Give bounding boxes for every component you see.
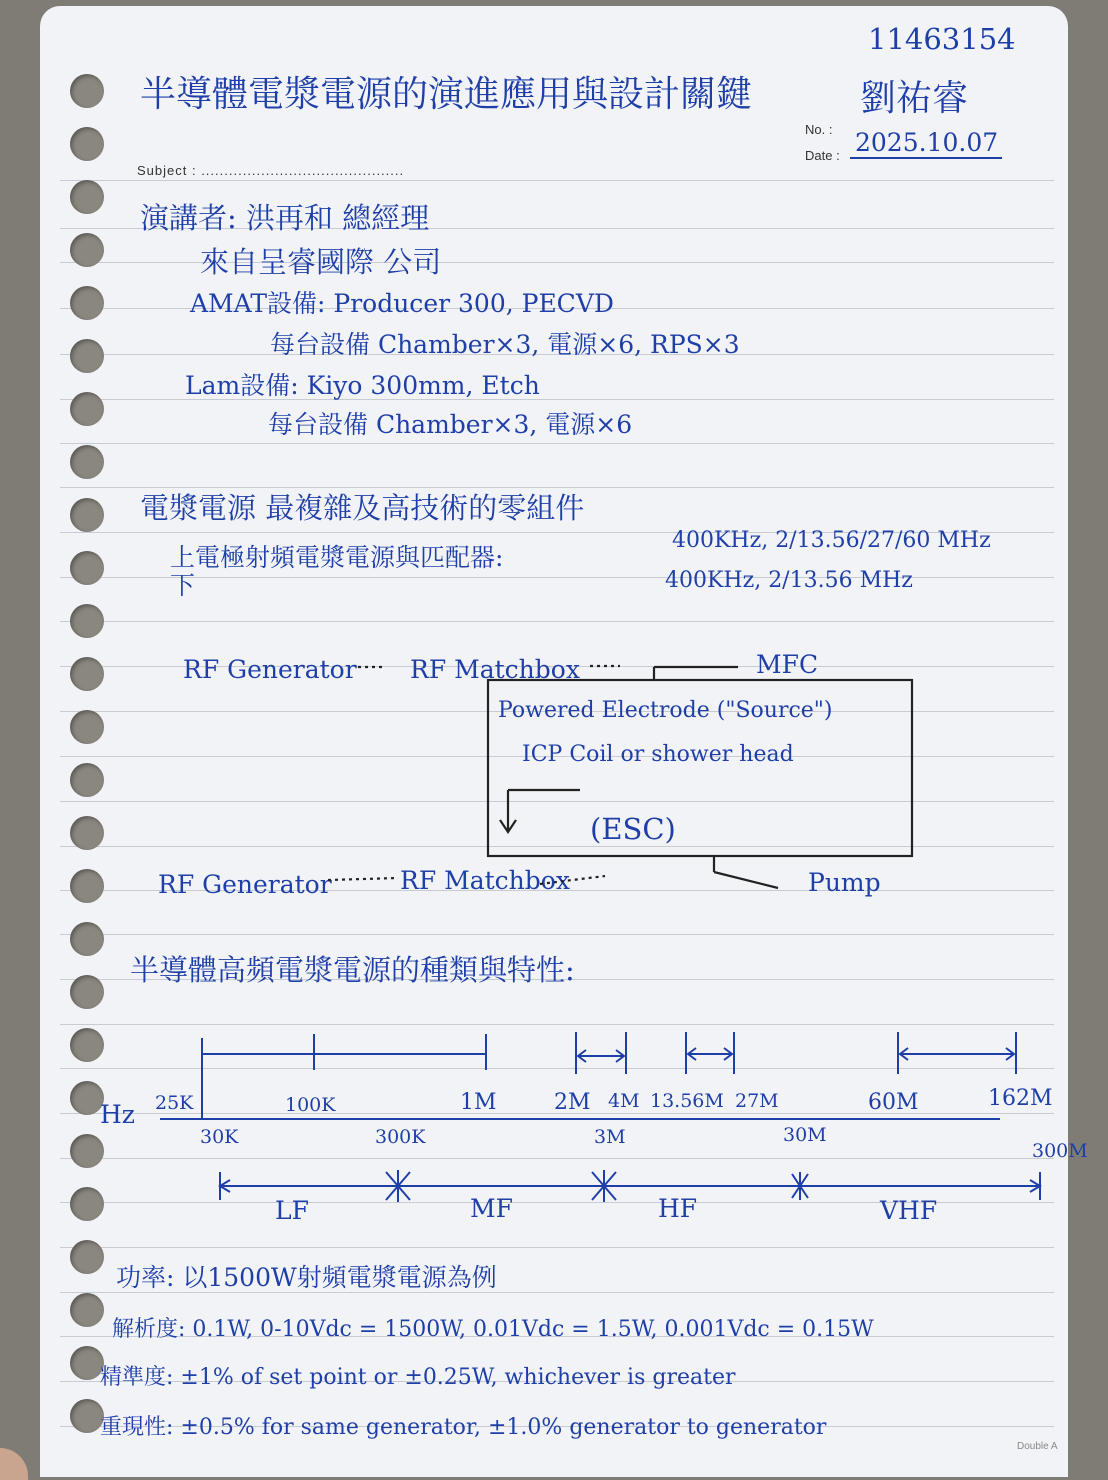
tick-label: 60M (868, 1090, 919, 1115)
accuracy-spec: 精準度: ±1% of set point or ±0.25W, whichever is greater (100, 1365, 736, 1390)
hz-unit: Hz (100, 1100, 135, 1129)
power-spec: 功率: 以1500W射頻電漿電源為例 (116, 1263, 497, 1292)
tick-label: 25K (155, 1092, 194, 1114)
rf-matchbox-bottom: RF Matchbox (400, 866, 570, 895)
tick-label: 162M (988, 1086, 1053, 1111)
punch-hole (70, 869, 104, 903)
punch-hole (70, 286, 104, 320)
powered-electrode-label: Powered Electrode ("Source") (498, 698, 833, 723)
punch-hole (70, 1187, 104, 1221)
punch-hole (70, 498, 104, 532)
punch-hole (70, 127, 104, 161)
punch-hole (70, 1134, 104, 1168)
punch-hole (70, 1293, 104, 1327)
punch-hole (70, 710, 104, 744)
amat-equipment: AMAT設備: Producer 300, PECVD (190, 289, 614, 318)
lam-detail: 每台設備 Chamber×3, 電源×6 (268, 410, 633, 439)
mfc-label: MFC (756, 650, 819, 679)
rf-matchbox-top: RF Matchbox (410, 655, 580, 684)
upper-electrode-value: 400KHz, 2/13.56/27/60 MHz (672, 528, 991, 553)
tick-label: 3M (594, 1126, 626, 1148)
lower-electrode-value: 400KHz, 2/13.56 MHz (665, 568, 913, 593)
band-label-lf: LF (275, 1196, 309, 1225)
freq-heading: 半導體高頻電漿電源的種類與特性: (130, 953, 575, 987)
student-id: 11463154 (868, 22, 1016, 56)
tick-label: 27M (735, 1090, 779, 1112)
lam-equipment: Lam設備: Kiyo 300mm, Etch (185, 371, 540, 400)
band-label-vhf: VHF (880, 1196, 938, 1225)
author-name: 劉祐睿 (860, 78, 969, 119)
icp-coil-label: ICP Coil or shower head (522, 742, 794, 767)
punch-hole (70, 816, 104, 850)
no-label: No. : (805, 122, 833, 137)
punch-hole (70, 445, 104, 479)
company-line: 來自呈睿國際 公司 (200, 245, 442, 279)
punch-hole (70, 392, 104, 426)
brand-mark: Double A (1017, 1441, 1058, 1452)
rf-generator-bottom: RF Generator (158, 870, 332, 899)
punch-hole (70, 604, 104, 638)
speaker-line: 演講者: 洪再和 總經理 (140, 201, 430, 235)
band-label-hf: HF (658, 1194, 698, 1223)
punch-hole (70, 1081, 104, 1115)
pump-label: Pump (808, 868, 881, 897)
punch-hole (70, 1346, 104, 1380)
punch-hole (70, 1028, 104, 1062)
upper-electrode-label: 上電極射頻電漿電源與匹配器: (170, 543, 504, 572)
tick-label: 30K (200, 1126, 239, 1148)
punch-hole (70, 1240, 104, 1274)
lower-electrode-label: 下 (170, 571, 196, 600)
rf-generator-top: RF Generator (183, 655, 357, 684)
punch-hole (70, 763, 104, 797)
thumb (0, 1448, 28, 1480)
tick-label: 13.56M (650, 1090, 724, 1112)
band-label-mf: MF (470, 1194, 513, 1223)
amat-detail: 每台設備 Chamber×3, 電源×6, RPS×3 (270, 330, 740, 359)
punch-hole (70, 657, 104, 691)
tick-label: 4M (608, 1090, 640, 1112)
punch-hole (70, 975, 104, 1009)
punch-hole (70, 74, 104, 108)
tick-label: 1M (460, 1090, 497, 1115)
tick-label: 100K (285, 1094, 336, 1116)
tick-label: 300M (1032, 1140, 1088, 1162)
punch-hole (70, 551, 104, 585)
punch-hole (70, 339, 104, 373)
tick-label: 2M (554, 1090, 591, 1115)
date-value: 2025.10.07 (855, 128, 999, 157)
punch-hole (70, 922, 104, 956)
punch-hole (70, 1399, 104, 1433)
esc-label: (ESC) (590, 812, 676, 846)
page-title: 半導體電漿電源的演進應用與設計關鍵 (140, 74, 753, 115)
repeatability-spec: 重現性: ±0.5% for same generator, ±1.0% generator to generator (100, 1415, 827, 1440)
subject-label: Subject : ............................................ (137, 163, 405, 178)
punch-hole (70, 233, 104, 267)
date-label: Date : (805, 148, 840, 163)
plasma-heading: 電漿電源 最複雜及高技術的零組件 (140, 491, 585, 525)
tick-label: 300K (375, 1126, 426, 1148)
punch-hole (70, 180, 104, 214)
resolution-spec: 解析度: 0.1W, 0-10Vdc = 1500W, 0.01Vdc = 1.5W, 0.001Vdc = 0.15W (112, 1317, 874, 1342)
tick-label: 30M (783, 1124, 827, 1146)
